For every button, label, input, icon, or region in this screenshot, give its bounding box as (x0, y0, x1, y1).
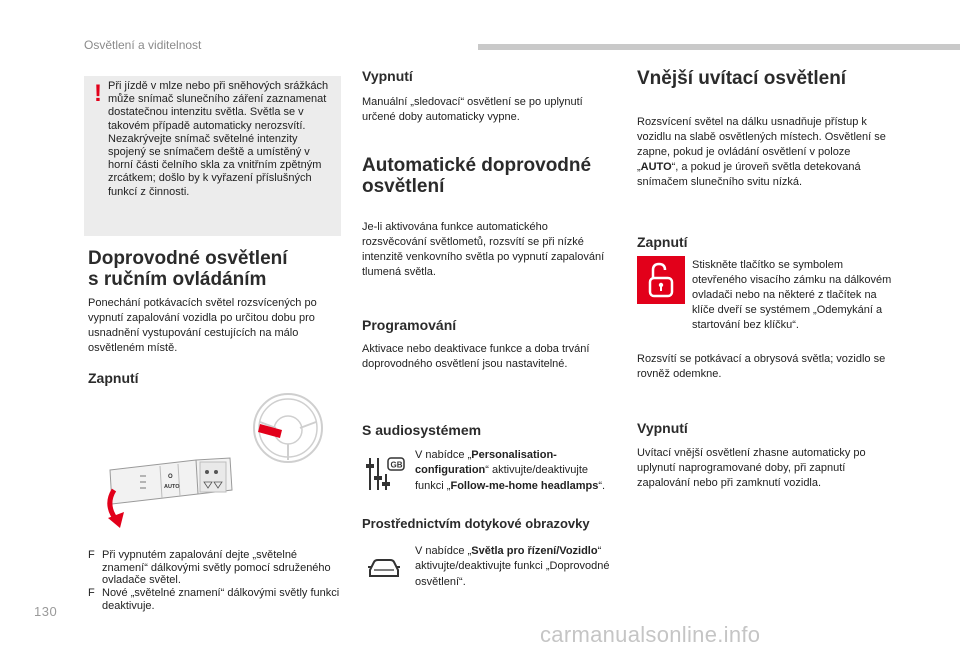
touchscreen-heading: Prostřednictvím dotykové obrazovky (362, 516, 590, 531)
touch-text (415, 544, 615, 590)
welcome-lighting-title: Vnější uvítací osvětlení (637, 68, 847, 89)
programming-heading: Programování (362, 317, 457, 333)
col3-zapnuti-text: Stiskněte tlačítko se symbolem otevřeného visacího zámku na dálkovém ovladači nebo na některé z tlačítek na klíče dveří se systémem „Odemykání a startování bez klíčku“. (692, 259, 892, 331)
watermark: carmanualsonline.info (540, 622, 761, 647)
unlock-padlock-icon (637, 256, 685, 304)
stalk-label-o: O (168, 474, 173, 480)
menu-name: Světla pro řízení/Vozidlo (471, 545, 598, 557)
menu-name: Personalisation-configuration (415, 449, 557, 477)
col3-after-text: Rozsvítí se potkávací a obrysová světla; vozidlo se rovněž odemkne. (637, 353, 886, 380)
warning-line-2: Nezakrývejte snímač světelné intenzity spojený se snímačem deště a umístěný v horní části čelního skla za vnitřním zpětným zrcátkem; došlo by k vyřazení příslušných funkcí z činnosti. (108, 132, 322, 198)
text-segment: “ aktivujte/deaktivujte funkci „Doprovodné osvětlení“. (415, 545, 610, 588)
warning-exclamation-icon: ! (94, 80, 102, 107)
text-segment: “ aktivujte/deaktivujte funkci „ (415, 464, 588, 492)
text-segment: “, a pokud je úroveň světla detekovaná snímačem slunečního svitu nízká. (637, 161, 861, 188)
col2-vypnuti-text: Manuální „sledovací“ osvětlení se po uplynutí určené doby automaticky vypne. (362, 96, 583, 123)
col3-zapnuti-heading: Zapnutí (637, 234, 688, 250)
warning-box (84, 76, 341, 236)
manual-intro: Ponechání potkávacích světel rozsvícených po vypnutí zapalování vozidla po určitou dobu pro usnadnění vystupování cestujících na málo osvětleném místě. (88, 297, 317, 354)
stalk-lever-icon (110, 458, 232, 504)
bullet-glyph: F (88, 587, 95, 600)
bullet-item (88, 587, 342, 612)
col1-bullets (88, 549, 342, 613)
warning-text (108, 80, 336, 199)
audio-heading: S audiosystémem (362, 422, 482, 438)
bullet-text: Nové „světelné znamení“ dálkovými světly funkci deaktivuje. (102, 587, 340, 612)
bullet-item (88, 549, 342, 587)
stalk-label-auto: AUTO (164, 484, 180, 490)
page-number: 130 (34, 604, 58, 619)
running-title: Osvětlení a viditelnost (84, 38, 202, 52)
audio-text (415, 448, 615, 494)
programming-text: Aktivace nebo deaktivace funkce a doba trvání doprovodného osvětlení jsou nastavitelné. (362, 343, 590, 370)
header-rule (478, 44, 960, 50)
car-settings-icon (366, 556, 402, 580)
function-name: Follow-me-home headlamps (450, 479, 599, 492)
text-segment: “. (598, 479, 606, 492)
warning-line-1: Při jízdě v mlze nebo při sněhových srážkách může snímač slunečního záření zaznamenat dostatečnou intenzitu světla. Světla se v takovém případě automaticky nerozsvítí. (108, 80, 329, 132)
bullet-text: Při vypnutém zapalování dejte „světelné znamení“ dálkovými světly pomocí sdruženého ovladače světel. (102, 549, 331, 587)
auto-label: AUTO (640, 161, 672, 173)
col3-vypnuti-heading: Vypnutí (637, 420, 688, 436)
col1-zapnuti-heading: Zapnutí (88, 370, 139, 386)
lighting-stalk-illustration (100, 392, 340, 537)
welcome-intro (637, 115, 889, 190)
bullet-glyph: F (88, 549, 95, 561)
col2-vypnuti-heading: Vypnutí (362, 68, 413, 84)
auto-text: Je-li aktivována funkce automatického rozsvěcování světlometů, rozsvítí se při nízké intenzitě venkovního světla po vypnutí zapalování tlumená světla. (362, 221, 605, 278)
title-line: osvětlení (362, 176, 445, 197)
text-segment: V nabídce „ (415, 545, 472, 557)
col3-vypnuti-text: Uvítací vnější osvětlení zhasne automaticky po uplynutí naprogramované doby, při zapnutí zapalování nebo při zamknutí vozidla. (637, 447, 866, 489)
text-segment: V nabídce „ (415, 449, 472, 461)
auto-follow-me-title (362, 155, 622, 197)
text-segment: Rozsvícení světel na dálku usnadňuje přístup k vozidlu na slabě osvětlených místech. Osvětlení se zapne, pokud je ovládání osvětlení v poloze „ (637, 116, 886, 173)
gb-label: GB (390, 460, 403, 470)
manual-follow-me-title (88, 248, 348, 290)
title-line: s ručním ovládáním (88, 269, 267, 290)
audio-settings-icon (364, 454, 406, 494)
title-line: Doprovodné osvětlení (88, 248, 288, 269)
title-line: Automatické doprovodné (362, 155, 592, 176)
